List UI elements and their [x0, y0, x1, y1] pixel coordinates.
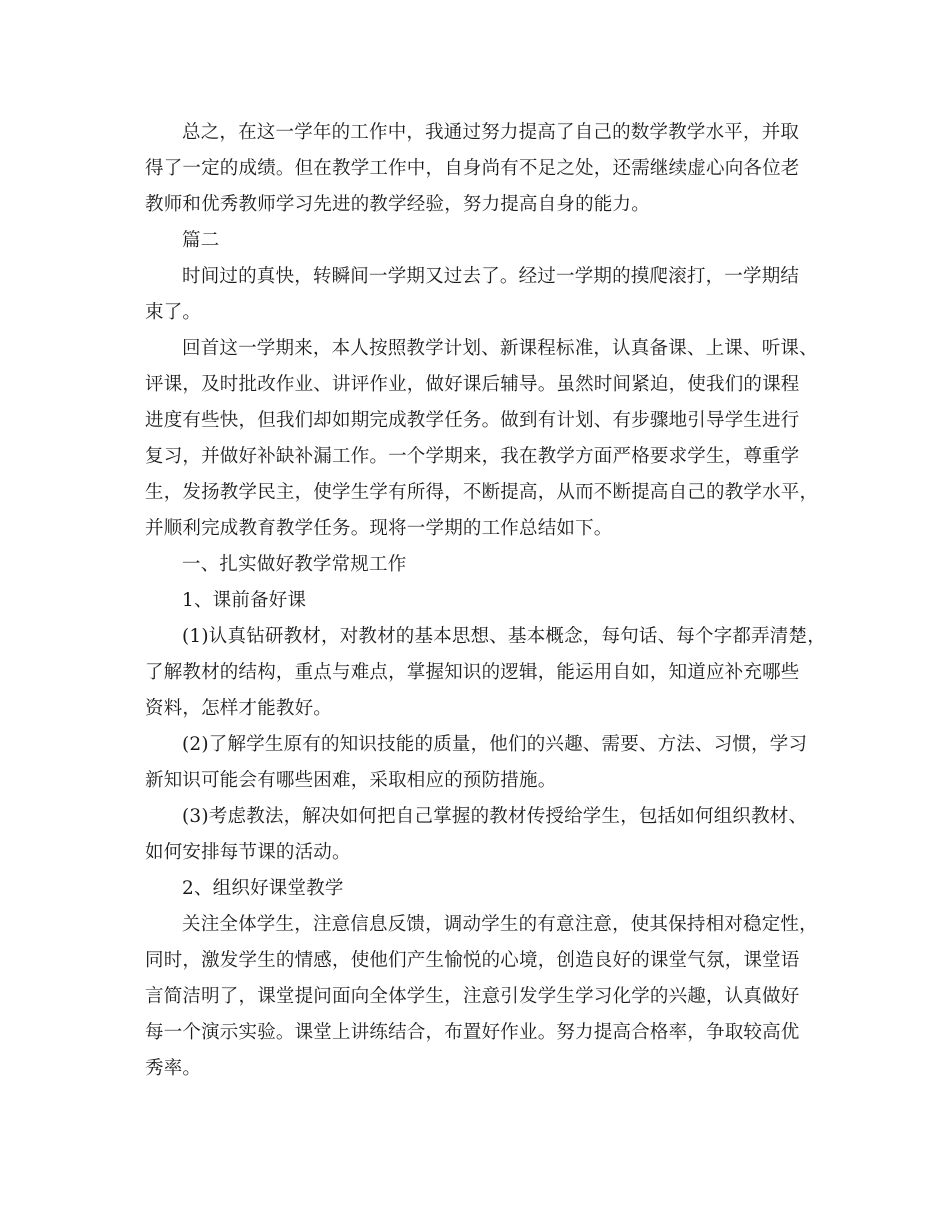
- text-line: 评课，及时批改作业、讲评作业，做好课后辅导。虽然时间紧迫，使我们的课程: [145, 374, 800, 395]
- text-line: 得了一定的成绩。但在教学工作中，自身尚有不足之处，还需继续虚心向各位老: [145, 158, 800, 179]
- text-line: (3)考虑教法，解决如何把自己掌握的教材传授给学生，包括如何组织教材、: [182, 806, 808, 827]
- text-line: 复习，并做好补缺补漏工作。一个学期来，我在教学方面严格要求学生，尊重学: [145, 446, 800, 467]
- document-page: [145, 115, 826, 1087]
- text-line: 并顺利完成教育教学任务。现将一学期的工作总结如下。: [145, 518, 613, 539]
- text-line: 一、扎实做好教学常规工作: [182, 554, 407, 575]
- text-line: 资料，怎样才能教好。: [145, 698, 333, 719]
- text-line: 了解教材的结构，重点与难点，掌握知识的逻辑，能运用自如，知道应补充哪些: [145, 662, 800, 683]
- text-line: (2)了解学生原有的知识技能的质量，他们的兴趣、需要、方法、习惯，学习: [182, 734, 808, 755]
- text-line: 束了。: [145, 302, 202, 323]
- text-line: 关注全体学生，注意信息反馈，调动学生的有意注意，使其保持相对稳定性，: [182, 914, 818, 935]
- text-line: 新知识可能会有哪些困难，采取相应的预防措施。: [145, 770, 557, 791]
- text-line: 生，发扬教学民主，使学生学有所得，不断提高，从而不断提高自己的教学水平，: [145, 482, 819, 503]
- text-line: 教师和优秀教师学习先进的教学经验，努力提高自身的能力。: [145, 194, 650, 215]
- text-line: 每一个演示实验。课堂上讲练结合，布置好作业。努力提高合格率，争取较高优: [145, 1022, 800, 1043]
- text-line: 1、课前备好课: [182, 590, 307, 611]
- text-line: (1)认真钻研教材，对教材的基本思想、基本概念，每句话、每个字都弄清楚，: [182, 626, 826, 647]
- text-line: 回首这一学期来，本人按照教学计划、新课程标准，认真备课、上课、听课、: [182, 338, 818, 359]
- text-line: 2、组织好课堂教学: [182, 878, 344, 899]
- text-line: 总之，在这一学年的工作中，我通过努力提高了自己的数学教学水平，并取: [182, 122, 800, 143]
- text-line: 同时，激发学生的情感，使他们产生愉悦的心境，创造良好的课堂气氛，课堂语: [145, 950, 800, 971]
- text-line: 进度有些快，但我们却如期完成教学任务。做到有计划、有步骤地引导学生进行: [145, 410, 800, 431]
- text-line: 如何安排每节课的活动。: [145, 842, 351, 863]
- text-line: 篇二: [182, 230, 220, 251]
- text-line: 秀率。: [145, 1058, 202, 1079]
- text-line: 言简洁明了，课堂提问面向全体学生，注意引发学生学习化学的兴趣，认真做好: [145, 986, 800, 1007]
- text-line: 时间过的真快，转瞬间一学期又过去了。经过一学期的摸爬滚打，一学期结: [182, 266, 800, 287]
